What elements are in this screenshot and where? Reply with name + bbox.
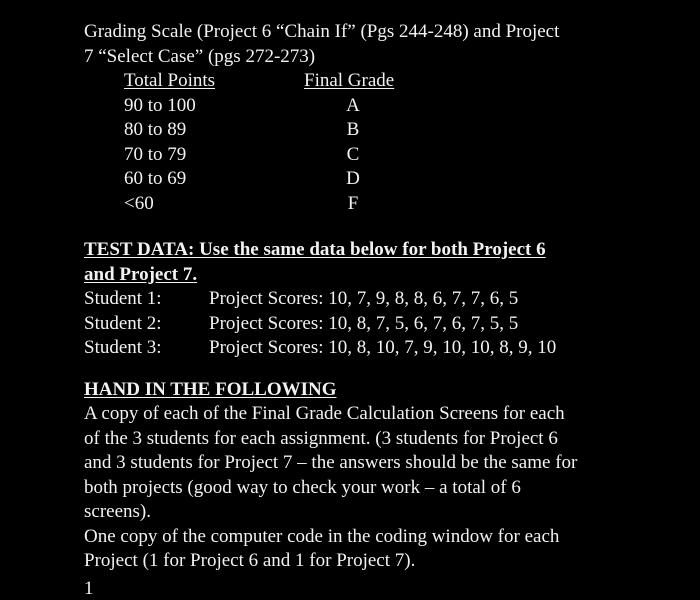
grading-scale-row xyxy=(84,118,644,143)
student-label: Student 3: xyxy=(84,337,162,358)
grading-scale-header xyxy=(84,69,644,94)
letter-grade: D xyxy=(346,168,360,189)
student-scores: Project Scores: 10, 7, 9, 8, 8, 6, 7, 7, 6, 5 xyxy=(209,288,519,309)
hand-in-line: both projects (good way to check your work – a total of 6 xyxy=(84,476,521,498)
hand-in-line: screens). xyxy=(84,501,151,522)
grading-scale-row xyxy=(84,143,644,168)
trailing-number: 1 xyxy=(84,578,94,599)
points-range: 90 to 100 xyxy=(124,94,196,116)
title-line-2: 7 “Select Case” (pgs 272-273) xyxy=(84,45,316,67)
student-label: Student 1: xyxy=(84,288,162,309)
points-range: 80 to 89 xyxy=(124,119,187,140)
total-points-header: Total Points xyxy=(124,70,216,91)
points-range: 70 to 79 xyxy=(124,143,187,165)
hand-in-line: of the 3 students for each assignment. (3 students for Project 6 xyxy=(84,427,558,449)
grading-scale-row xyxy=(84,167,644,192)
final-grade-header: Final Grade xyxy=(304,70,395,91)
student-row xyxy=(84,312,644,337)
grading-scale-row xyxy=(84,94,644,119)
letter-grade: C xyxy=(346,143,360,165)
student-label: Student 2: xyxy=(84,312,162,334)
student-scores: Project Scores: 10, 8, 7, 5, 6, 7, 6, 7, 5, 5 xyxy=(209,312,519,334)
test-data-heading-line-1: TEST DATA: Use the same data below for both Project 6 xyxy=(84,239,546,260)
assignment-document xyxy=(84,20,644,574)
test-data-heading-line-2: and Project 7. xyxy=(84,263,198,285)
hand-in-line: and 3 students for Project 7 – the answers should be the same for xyxy=(84,452,578,473)
points-range: <60 xyxy=(124,192,154,214)
grading-scale-row xyxy=(84,192,644,217)
title-line-1: Grading Scale (Project 6 “Chain If” (Pgs 244-248) and Project xyxy=(84,21,560,42)
hand-in-line: One copy of the computer code in the coding window for each xyxy=(84,525,560,547)
student-row xyxy=(84,287,644,312)
hand-in-line: A copy of each of the Final Grade Calculation Screens for each xyxy=(84,403,565,424)
student-row xyxy=(84,336,644,361)
hand-in-heading: HAND IN THE FOLLOWING xyxy=(84,378,337,400)
points-range: 60 to 69 xyxy=(124,168,187,189)
letter-grade: B xyxy=(346,119,360,140)
student-scores: Project Scores: 10, 8, 10, 7, 9, 10, 10, 8, 9, 10 xyxy=(209,337,557,358)
letter-grade: F xyxy=(347,192,359,214)
hand-in-line: Project (1 for Project 6 and 1 for Project 7). xyxy=(84,550,416,571)
letter-grade: A xyxy=(346,94,360,116)
